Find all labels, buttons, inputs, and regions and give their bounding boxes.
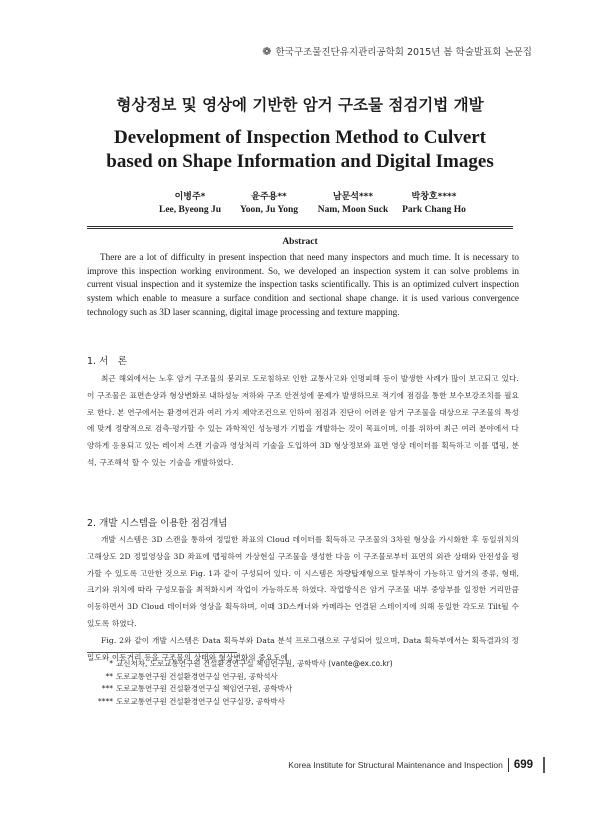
section-heading-concept: 2. 개발 시스템을 이용한 점검개념 — [87, 518, 228, 529]
section-body-introduction — [87, 371, 519, 472]
footnote-mark: **** — [98, 696, 113, 706]
title-english-line1: Development of Inspection Method to Culvert — [113, 127, 487, 148]
page-footer — [288, 757, 545, 773]
footnote-text: 도로교통연구원 건설환경연구실 책임연구원, 공학박사 — [116, 684, 293, 694]
author-name-ko: 박창호**** — [411, 192, 457, 202]
journal-name: 한국구조물진단유지관리공학회 2015년 봄 학술발표회 논문집 — [275, 47, 532, 58]
author-list — [150, 189, 470, 215]
footnote-divider — [87, 652, 237, 653]
paragraph: 개발 시스템은 3D 스캔을 통하여 정밀한 좌표의 Cloud 데이터를 획득하고 구조물의 3차원 형상을 가시화한 후 동일위치의 고해상도 2D 정밀영상을 3D 좌표에 맵핑하여 가상현실 구조물을 생성한 다음 이 구조물로부터 표면의 외관 상태와 안전성을 평가할 수 있도록 고안한 것으로 Fig. 1과 같이 구성되어 있다. 이 시스템은 차량탑재형으로 탈부착이 가능하고 암거의 종류, 형태, 크기와 위치에 따라 구성모듈을 최적화시켜 작업이 가능하도록 하였다. 작업방식은 암거 구조물 내부 중앙부를 일정한 거리만큼 이동하면서 3D Cloud 데이터와 영상을 획득하며, 이때 3D스캐너와 카메라는 연결된 스테이지에 의해 동일한 각도로 Tilt될 수 있도록 하였다. — [87, 535, 519, 628]
footnote — [87, 658, 517, 671]
running-header — [262, 44, 532, 58]
footnote — [87, 683, 517, 696]
title-english — [0, 126, 600, 174]
footnote-text: 도로교통연구원 건설환경연구실 연구실장, 공학박사 — [116, 696, 285, 706]
paragraph: 최근 해외에서는 노후 암거 구조물의 붕괴로 도로침하로 인한 교통사고와 인명피해 등이 발생한 사례가 많이 보고되고 있다. 이 구조물은 표면손상과 형상변화로 내하성능 저하와 구조 안전성에 문제가 발생하므로 적기에 점검을 통한 보수보강조치를 필요로 한다. 본 연구에서는 환경여건과 여러 가지 제약조건으로 인하여 점검과 진단이 어려운 암거 구조물을 대상으로 구조물의 특성에 맞게 정량적으로 검측·평가할 수 있는 과학적인 성능평가 기법을 개발하는 것이 목표이며, 이를 위하여 최근 여러 분야에서 다양하게 응용되고 있는 레이저 스캔 기술과 영상처리 기술을 도입하여 3D 형상정보와 표면 영상 데이터를 획득하고 이를 맵핑, 분석, 구조해석 할 수 있는 기술을 개발하였다. — [87, 374, 519, 467]
author-name-ko: 이병주* — [174, 192, 206, 202]
footnote-mark: * — [109, 659, 113, 668]
footnotes — [87, 658, 517, 708]
section-body-concept — [87, 532, 519, 666]
footnote-text: 도로교통연구원 건설환경연구실 연구원, 공학석사 — [116, 671, 278, 681]
abstract-text: There are a lot of difficulty in present inspection that need many inspectors and much time. It is necessary to improve this inspection working environment. So, we developed an inspection system it can solve problems in current visual inspection and it systemize the inspection tasks scientifically. This is an optimized culvert inspection system which enable to measure a surface condition and sectional shape change. it is used various convergence technology such as 3D laser scanning, digital image processing and texture mapping. — [87, 252, 519, 317]
footnote-text: 교신저자, 도로교통연구원 건설환경연구실 책임연구원, 공학박사 (vante@ex.co.kr) — [116, 659, 393, 668]
footer-separator — [508, 758, 509, 772]
section-heading-introduction: 1. 서 론 — [87, 356, 127, 367]
author-name-ko: 남문석*** — [332, 192, 374, 202]
author-name-en: Lee, Byeong Ju — [158, 205, 221, 215]
footer-edge-bar — [543, 757, 545, 773]
footnote-mark: *** — [101, 684, 113, 694]
journal-logo-icon: ❁ — [262, 44, 272, 58]
title-korean: 형상정보 및 영상에 기반한 암거 구조물 점검기법 개발 — [116, 95, 484, 114]
paragraph: Fig. 2와 같이 개발 시스템은 Data 획득부와 Data 분석 프로그램으로 구성되어 있으며, Data 획득부에서는 획득결과의 정밀도와 이동거리 등을 구조물의 상태와 형상변화의 중요도에 — [87, 635, 519, 662]
divider-top-secondary — [87, 228, 513, 229]
author-name-en: Yoon, Ju Yong — [240, 205, 298, 215]
institute-name: Korea Institute for Structural Maintenance and Inspection — [288, 760, 503, 770]
footnote — [87, 696, 517, 709]
footnote — [87, 671, 517, 684]
author-name-ko: 윤주용** — [251, 192, 287, 202]
footnote-mark: ** — [105, 671, 113, 681]
title-english-line2: based on Shape Information and Digital Images — [106, 151, 494, 172]
author-name-en: Nam, Moon Suck — [317, 205, 389, 215]
divider-top — [87, 226, 513, 227]
author-name-en: Park Chang Ho — [402, 205, 466, 215]
page-number: 699 — [513, 759, 533, 771]
abstract-heading: Abstract — [282, 237, 318, 247]
